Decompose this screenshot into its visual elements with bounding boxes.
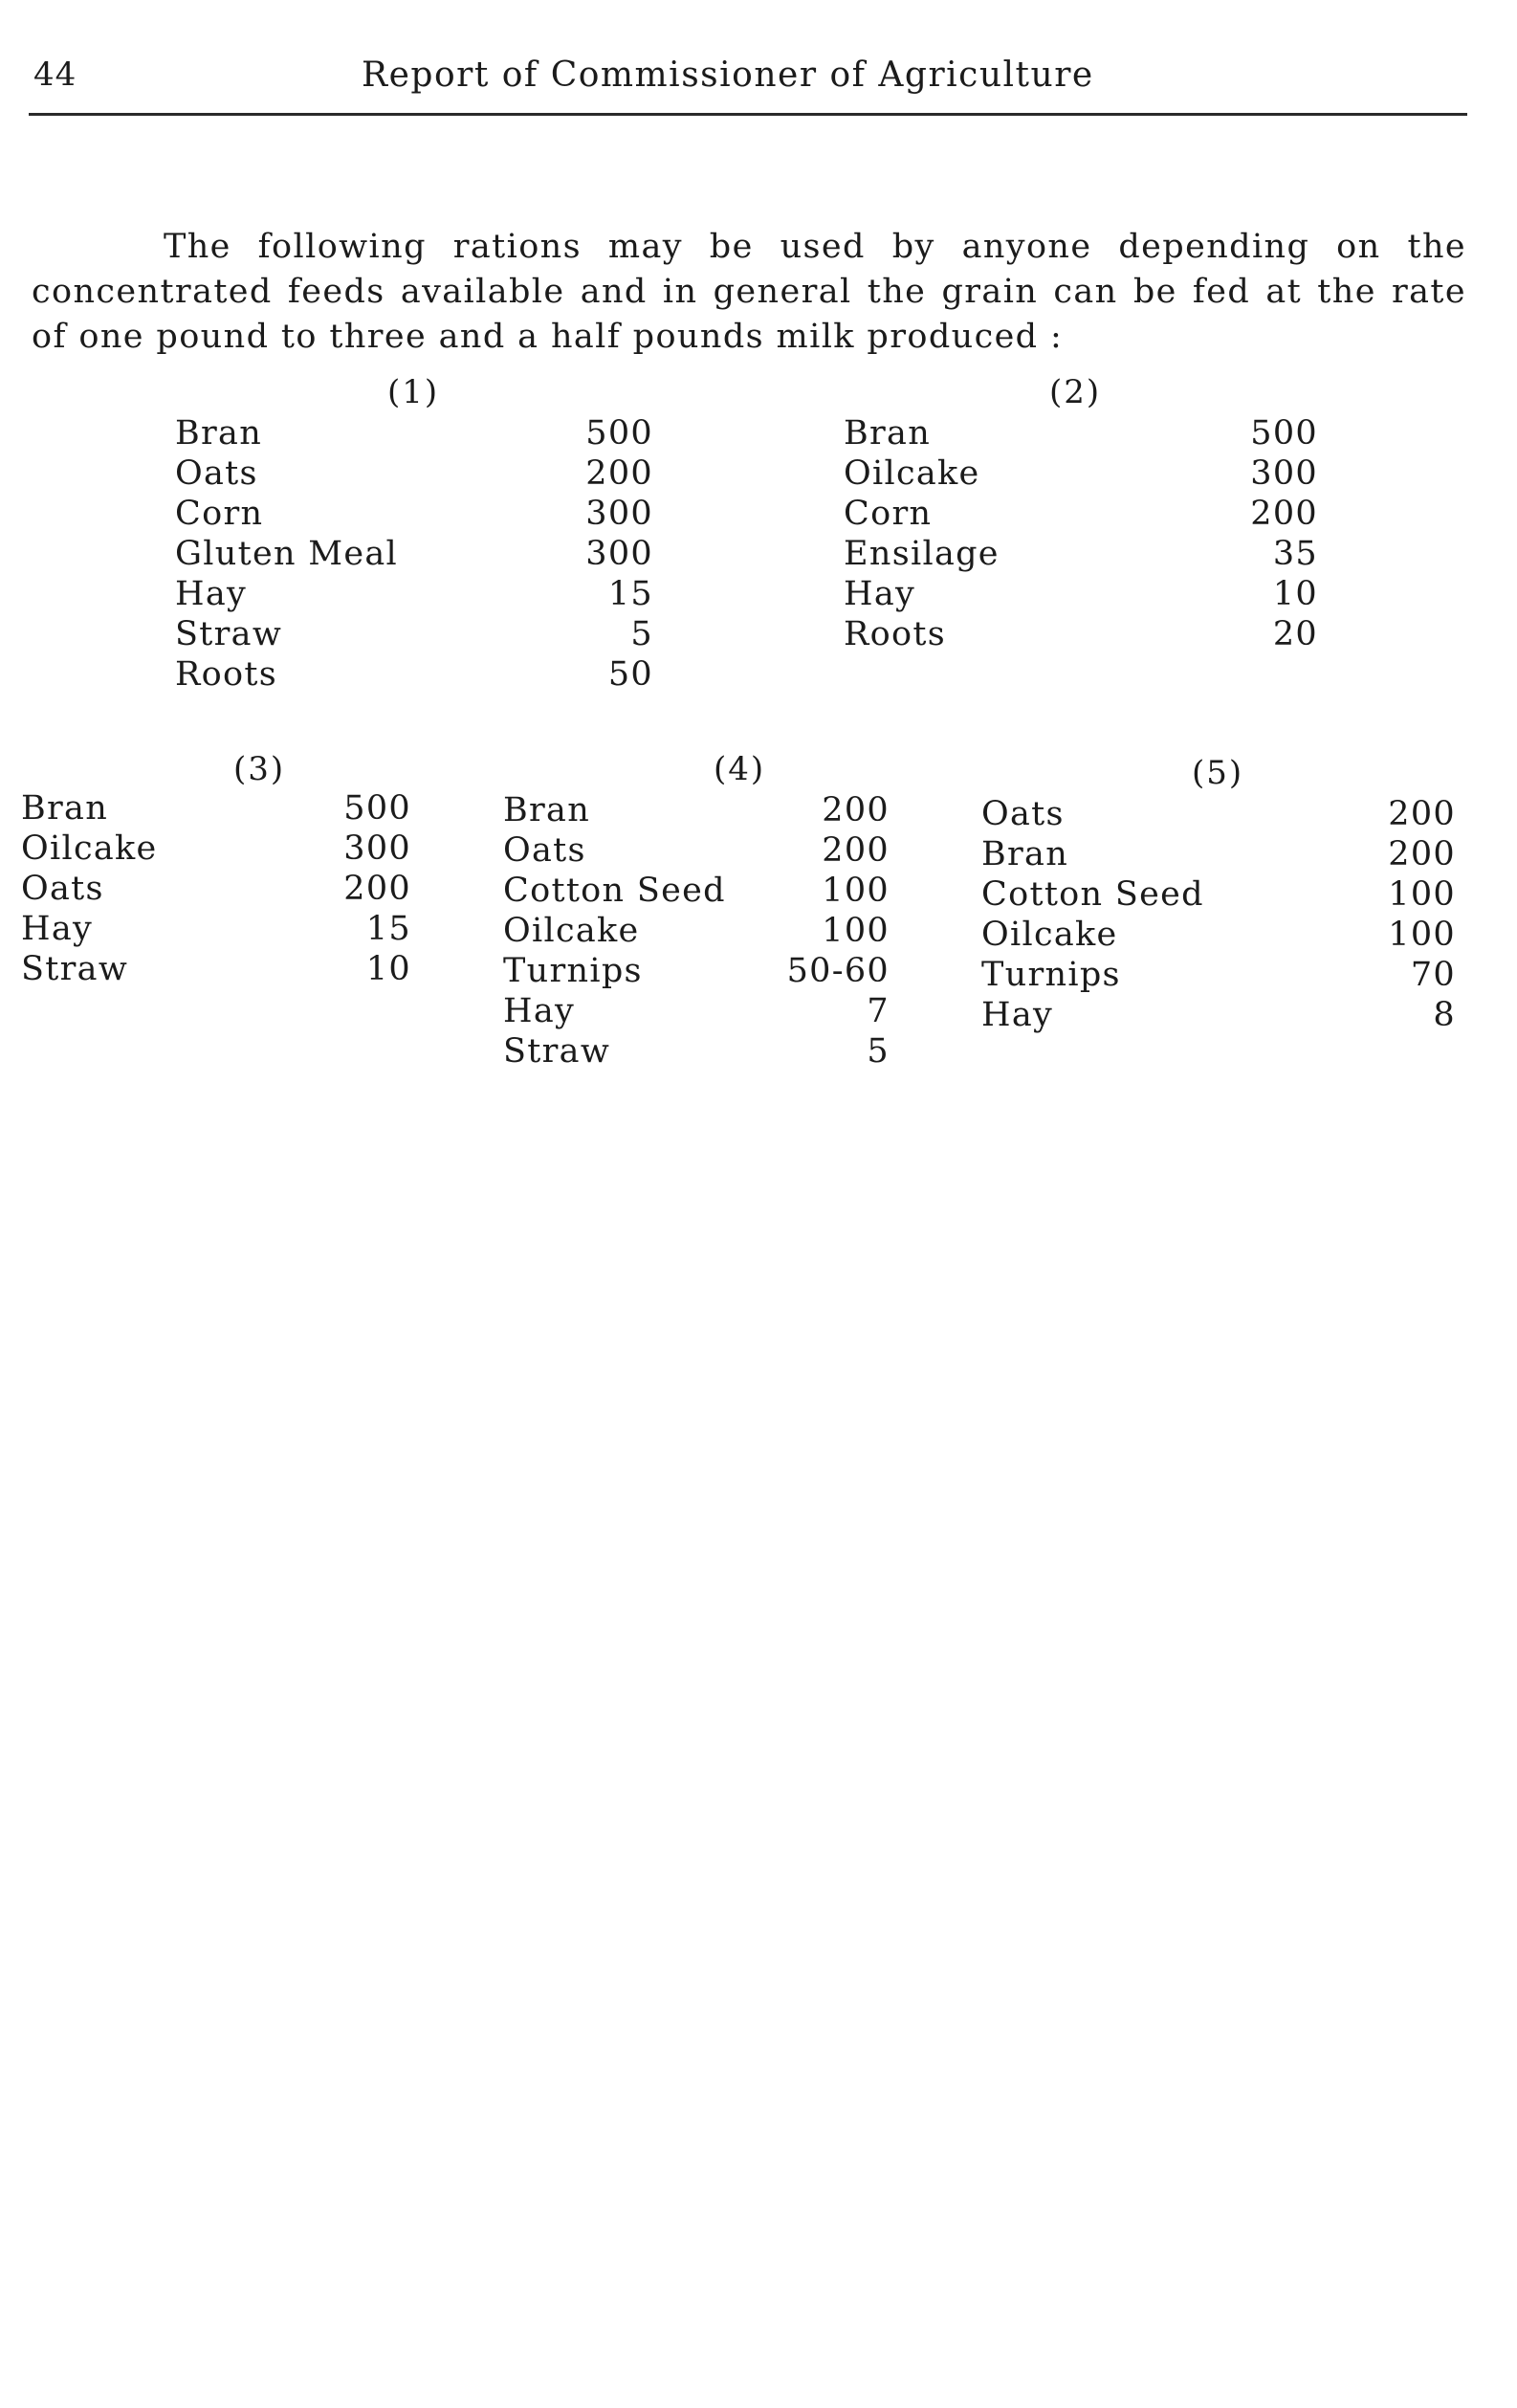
feed-name: Bran <box>844 414 932 453</box>
intro-paragraph <box>32 225 1466 360</box>
page-number: 44 <box>33 55 77 94</box>
feed-name: Straw <box>175 615 283 653</box>
feed-name: Gluten Meal <box>175 535 399 573</box>
ration-row <box>175 574 653 614</box>
feed-name: Hay <box>981 996 1054 1034</box>
ration-row <box>21 869 411 909</box>
feed-amount: 200 <box>822 791 890 829</box>
ration-row <box>844 614 1318 654</box>
feed-amount: 7 <box>867 992 890 1030</box>
feed-amount: 300 <box>585 535 653 573</box>
header-rule <box>29 113 1467 116</box>
ration-row <box>981 955 1456 995</box>
ration-number: (5) <box>1192 754 1244 792</box>
ration-row <box>21 909 411 949</box>
feed-amount: 20 <box>1272 615 1318 653</box>
ration-number: (4) <box>714 750 766 788</box>
feed-amount: 300 <box>585 495 653 533</box>
feed-name: Bran <box>503 791 591 829</box>
ration-row <box>844 534 1318 574</box>
feed-amount: 100 <box>822 912 890 950</box>
ration-row <box>21 828 411 869</box>
feed-name: Oilcake <box>844 454 980 493</box>
ration-row <box>844 453 1318 494</box>
ration-row <box>981 995 1456 1035</box>
feed-amount: 100 <box>1388 916 1456 954</box>
feed-name: Oilcake <box>981 916 1118 954</box>
feed-amount: 100 <box>822 872 890 910</box>
feed-name: Roots <box>844 615 947 653</box>
feed-amount: 100 <box>1388 875 1456 914</box>
ration-row <box>981 794 1456 834</box>
feed-name: Oats <box>175 454 258 493</box>
feed-name: Oats <box>21 870 104 908</box>
feed-name: Ensilage <box>844 535 1000 573</box>
ration-rows <box>844 413 1318 654</box>
feed-amount: 5 <box>867 1032 890 1071</box>
ration-table-4 <box>503 750 890 1114</box>
running-title: Report of Commissioner of Agriculture <box>362 55 1094 95</box>
ration-row <box>844 574 1318 614</box>
feed-name: Bran <box>21 789 109 828</box>
feed-amount: 200 <box>822 831 890 870</box>
feed-name: Corn <box>844 495 933 533</box>
ration-row <box>175 413 653 453</box>
feed-amount: 5 <box>630 615 653 653</box>
feed-name: Straw <box>503 1032 611 1071</box>
ration-number: (1) <box>387 373 440 411</box>
ration-row <box>175 654 653 695</box>
feed-amount: 500 <box>1250 414 1318 453</box>
feed-name: Straw <box>21 950 129 988</box>
ration-row <box>503 911 890 951</box>
ration-row <box>981 834 1456 874</box>
ration-rows <box>175 413 653 695</box>
feed-name: Oats <box>981 795 1065 833</box>
feed-amount: 10 <box>1272 575 1318 613</box>
ration-row <box>503 871 890 911</box>
ration-row <box>503 991 890 1031</box>
feed-amount: 200 <box>585 454 653 493</box>
feed-name: Bran <box>175 414 263 453</box>
ration-row <box>175 614 653 654</box>
feed-name: Roots <box>175 655 278 694</box>
feed-amount: 500 <box>343 789 411 828</box>
feed-name: Hay <box>503 992 576 1030</box>
feed-name: Turnips <box>503 952 643 990</box>
ration-row <box>503 790 890 830</box>
ration-row <box>175 534 653 574</box>
feed-amount: 50 <box>607 655 653 694</box>
feed-name: Oats <box>503 831 586 870</box>
feed-amount: 200 <box>343 870 411 908</box>
feed-name: Turnips <box>981 956 1121 994</box>
feed-name: Corn <box>175 495 264 533</box>
ration-row <box>981 874 1456 915</box>
ration-rows <box>21 788 411 989</box>
ration-row <box>503 1031 890 1071</box>
ration-row <box>175 453 653 494</box>
feed-amount: 70 <box>1410 956 1456 994</box>
feed-amount: 300 <box>1250 454 1318 493</box>
feed-amount: 200 <box>1250 495 1318 533</box>
ration-row <box>21 949 411 989</box>
feed-amount: 500 <box>585 414 653 453</box>
feed-name: Hay <box>844 575 916 613</box>
ration-rows <box>503 790 890 1071</box>
feed-amount: 50-60 <box>786 952 890 990</box>
ration-table-1 <box>175 373 653 718</box>
ration-row <box>844 413 1318 453</box>
ration-table-2 <box>844 373 1318 679</box>
feed-amount: 300 <box>343 829 411 868</box>
feed-amount: 15 <box>365 910 411 948</box>
feed-name: Oilcake <box>21 829 158 868</box>
ration-number: (3) <box>233 750 286 788</box>
ration-table-3 <box>21 750 411 1037</box>
feed-amount: 200 <box>1388 795 1456 833</box>
feed-amount: 15 <box>607 575 653 613</box>
feed-name: Hay <box>175 575 248 613</box>
feed-name: Cotton Seed <box>981 875 1204 914</box>
feed-amount: 10 <box>365 950 411 988</box>
ration-table-5 <box>981 754 1456 1079</box>
feed-name: Cotton Seed <box>503 872 726 910</box>
ration-row <box>981 915 1456 955</box>
feed-amount: 200 <box>1388 835 1456 873</box>
ration-row <box>844 494 1318 534</box>
feed-amount: 8 <box>1433 996 1456 1034</box>
ration-rows <box>981 794 1456 1035</box>
feed-name: Bran <box>981 835 1069 873</box>
ration-row <box>503 951 890 991</box>
ration-number: (2) <box>1049 373 1102 411</box>
feed-name: Hay <box>21 910 94 948</box>
feed-amount: 35 <box>1272 535 1318 573</box>
intro-text: The following rations may be used by anyone depending on the concentrated feeds available and in general the grain can be fed at the rate of one pound to three and a half pounds milk produced : <box>32 228 1466 356</box>
ration-row <box>503 830 890 871</box>
ration-row <box>175 494 653 534</box>
ration-row <box>21 788 411 828</box>
feed-name: Oilcake <box>503 912 640 950</box>
